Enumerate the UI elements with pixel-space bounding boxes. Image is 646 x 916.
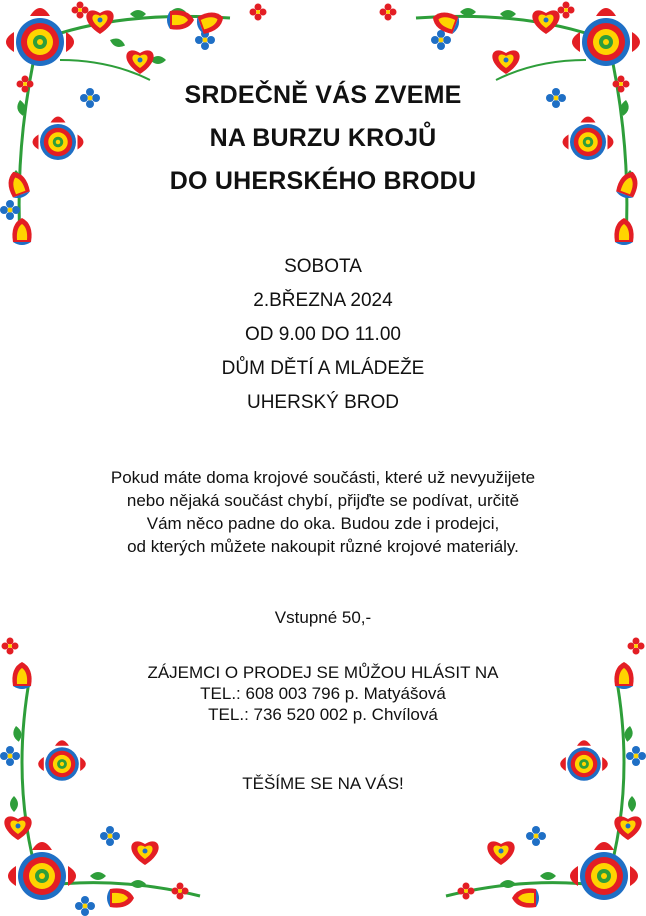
event-description <box>0 466 646 558</box>
closing-line: TĚŠÍME SE NA VÁS! <box>242 774 404 793</box>
seller-contact <box>0 662 646 725</box>
event-city: UHERSKÝ BROD <box>246 392 400 413</box>
description-line: nebo nějaká součást chybí, přijďte se podívat, určitě <box>126 491 520 510</box>
entry-fee: Vstupné 50,- <box>274 608 372 627</box>
description-line: Pokud máte doma krojové součásti, které už nevyužijete <box>110 468 536 487</box>
contact-phone: TEL.: 608 003 796 p. Matyášová <box>200 684 446 703</box>
event-date: 2.BŘEZNA 2024 <box>253 290 393 311</box>
title-line: SRDEČNĚ VÁS ZVEME <box>184 81 462 109</box>
title-line: NA BURZU KROJŮ <box>209 124 437 152</box>
invitation-title <box>0 74 646 203</box>
description-line: od kterých můžete nakoupit různé krojové materiály. <box>127 537 519 556</box>
title-line: DO UHERSKÉHO BRODU <box>169 167 477 195</box>
event-day: SOBOTA <box>284 256 362 277</box>
contact-phone: TEL.: 736 520 002 p. Chvílová <box>208 705 438 724</box>
event-time: OD 9.00 DO 11.00 <box>245 324 401 345</box>
description-line: Vám něco padne do oka. Budou zde i prodejci, <box>146 514 500 533</box>
event-venue: DŮM DĚTÍ A MLÁDEŽE <box>221 358 425 379</box>
event-details <box>0 250 646 420</box>
contact-heading: ZÁJEMCI O PRODEJ SE MŮŽOU HLÁSIT NA <box>147 663 499 682</box>
